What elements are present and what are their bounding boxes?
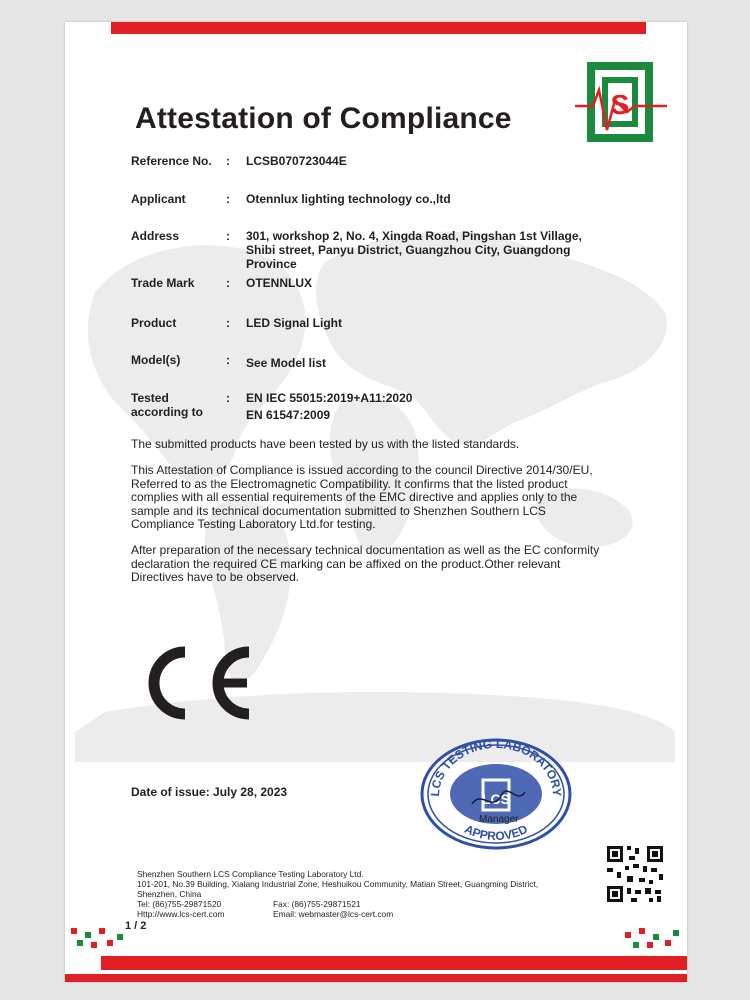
field-label: Model(s) bbox=[131, 353, 181, 367]
footer-address-line2: Shenzhen, China bbox=[137, 889, 202, 899]
qr-code bbox=[605, 844, 665, 904]
field-value bbox=[246, 356, 626, 373]
field-label: Applicant bbox=[131, 192, 186, 206]
field-value bbox=[246, 316, 626, 333]
field-colon: : bbox=[226, 229, 230, 243]
field-label: Address bbox=[131, 229, 180, 243]
stamp-logo: LCS bbox=[482, 791, 510, 807]
field-value bbox=[246, 276, 626, 293]
footer-address-line1: 101-201, No.39 Building, Xialang Industrial Zone, Heshuikou Community, Matian Street, Guangming District, bbox=[137, 879, 539, 889]
footer-email: Email: webmaster@lcs-cert.com bbox=[273, 909, 394, 919]
field-colon: : bbox=[226, 316, 230, 330]
bottom-red-band bbox=[101, 956, 687, 970]
field-colon: : bbox=[226, 391, 230, 405]
field-value-line: 301, workshop 2, No. 4, Xingda Road, Pingshan 1st Village, Shibi street, Panyu District, Guangzhou City, Guangdong Province bbox=[246, 229, 582, 271]
issue-date: Date of issue: July 28, 2023 bbox=[131, 785, 288, 799]
footer-web: Http://www.lcs-cert.com bbox=[137, 909, 225, 919]
footer-phone-row bbox=[137, 899, 538, 909]
paragraph-statement: The submitted products have been tested by us with the listed standards. bbox=[131, 437, 520, 451]
field-value-line: OTENNLUX bbox=[246, 276, 312, 290]
field-colon: : bbox=[226, 353, 230, 367]
field-value-line: LED Signal Light bbox=[246, 316, 342, 330]
footer-web-row bbox=[137, 909, 538, 919]
top-red-band bbox=[111, 22, 646, 34]
field-value-line: EN 61547:2009 bbox=[246, 408, 331, 422]
field-label: Trade Mark bbox=[131, 276, 195, 290]
footer-fax: Fax: (86)755-29871521 bbox=[273, 899, 361, 909]
field-value-line: LCSB070723044E bbox=[246, 154, 347, 168]
footer-contact bbox=[137, 869, 538, 919]
document-title: Attestation of Compliance bbox=[135, 102, 512, 135]
stamp-text-top: LCS TESTING LABORATORY bbox=[427, 736, 565, 797]
field-colon: : bbox=[226, 276, 230, 290]
paragraph-ce-marking: After preparation of the necessary technical documentation as well as the EC conformity declaration the required CE marking can be affixed on the product.Other relevant Directives have to be observed. bbox=[131, 543, 600, 584]
field-label: Reference No. bbox=[131, 154, 212, 168]
approval-stamp bbox=[417, 734, 575, 852]
field-colon: : bbox=[226, 154, 230, 168]
footer-tel: Tel: (86)755-29871520 bbox=[137, 899, 222, 909]
page-number: 1 / 2 bbox=[125, 920, 147, 932]
field-value bbox=[246, 229, 611, 274]
field-value bbox=[246, 192, 626, 209]
stamp-text-bottom: APPROVED bbox=[462, 821, 530, 844]
field-label: Tested according to bbox=[131, 391, 204, 419]
footer-company: Shenzhen Southern LCS Compliance Testing Laboratory Ltd. bbox=[137, 869, 364, 879]
field-value-line: Otennlux lighting technology co.,ltd bbox=[246, 192, 451, 206]
field-label: Product bbox=[131, 316, 177, 330]
certificate-sheet bbox=[65, 22, 687, 982]
ce-mark bbox=[135, 642, 255, 724]
paragraph-directive: This Attestation of Compliance is issued according to the council Directive 2014/30/EU, Referred to as the Electromagnetic Compatibility. It confirms that the listed product complies with all essential requirements of the EMC directive and applies only to the sample and its technical documentation submitted to Shenzhen Southern LCS Compliance Testing Laboratory Ltd.for testing. bbox=[131, 463, 593, 531]
field-value-line: EN IEC 55015:2019+A11:2020 bbox=[246, 391, 413, 405]
field-value bbox=[246, 154, 626, 171]
logo-letter-s: S bbox=[610, 89, 630, 120]
signer-label: Manager bbox=[479, 814, 519, 825]
bottom-red-strip bbox=[65, 974, 687, 982]
field-value bbox=[246, 391, 626, 425]
field-colon: : bbox=[226, 192, 230, 206]
field-value-line: See Model list bbox=[246, 356, 327, 370]
lcs-logo bbox=[575, 60, 667, 144]
